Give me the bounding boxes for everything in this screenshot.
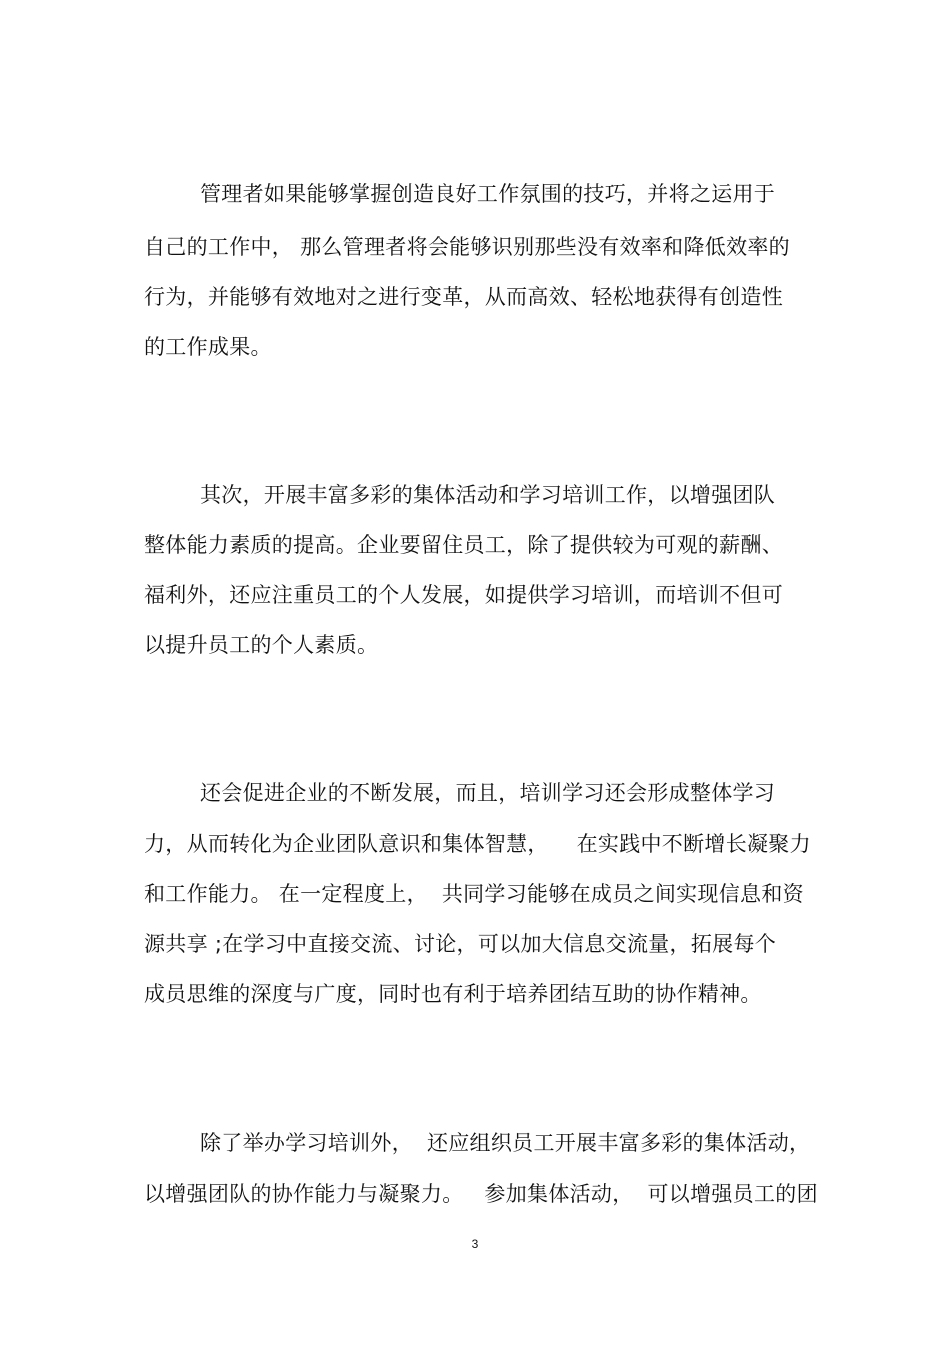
text-line: 福利外，还应注重员工的个人发展，如提供学习培训，而培训不但可 — [144, 583, 783, 607]
text-line: 以增强团队的协作能力与凝聚力。 参加集体活动， 可以增强员工的团 — [144, 1182, 818, 1206]
text-line: 的工作成果。 — [144, 335, 272, 359]
text-line: 其次，开展丰富多彩的集体活动和学习培训工作，以增强团队 — [200, 483, 776, 507]
text-line: 整体能力素质的提高。企业要留住员工，除了提供较为可观的薪酬、 — [144, 533, 783, 557]
text-line: 自己的工作中， 那么管理者将会能够识别那些没有效率和降低效率的 — [144, 235, 790, 259]
text-line: 和工作能力。 在一定程度上， 共同学习能够在成员之间实现信息和资 — [144, 882, 804, 906]
text-line: 成员思维的深度与广度，同时也有利于培养团结互助的协作精神。 — [144, 982, 762, 1006]
text-line: 除了举办学习培训外， 还应组织员工开展丰富多彩的集体活动， — [200, 1131, 811, 1155]
text-line: 源共享 ;在学习中直接交流、讨论，可以加大信息交流量，拓展每个 — [144, 932, 777, 956]
text-line: 力，从而转化为企业团队意识和集体智慧， 在实践中不断增长凝聚力 — [144, 832, 811, 856]
text-line: 行为，并能够有效地对之进行变革，从而高效、轻松地获得有创造性 — [144, 285, 783, 309]
text-line: 以提升员工的个人素质。 — [144, 633, 379, 657]
page-number: 3 — [471, 1237, 479, 1251]
text-line: 管理者如果能够掌握创造良好工作氛围的技巧，并将之运用于 — [200, 182, 776, 206]
text-line: 还会促进企业的不断发展，而且，培训学习还会形成整体学习 — [200, 781, 776, 805]
